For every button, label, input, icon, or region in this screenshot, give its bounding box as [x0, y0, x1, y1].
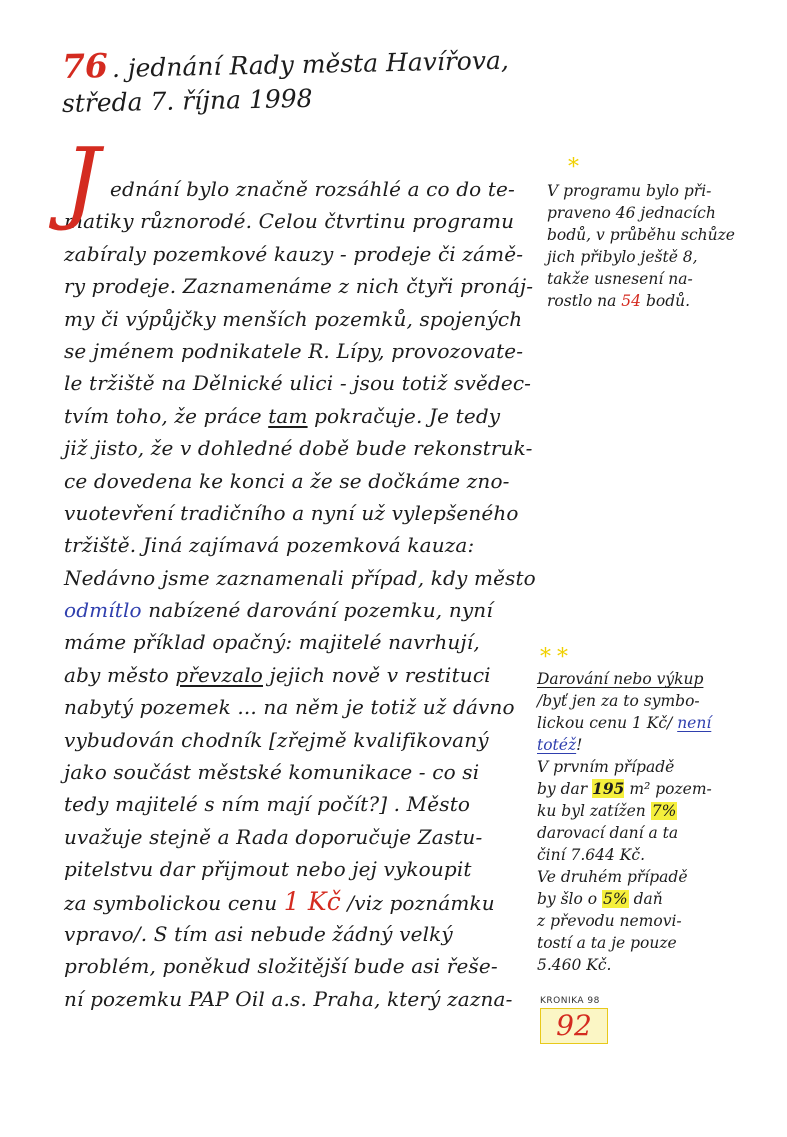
asterisk-marker: * [568, 155, 579, 180]
text-line [64, 400, 542, 432]
note-line: darovací daní a ta [537, 824, 679, 842]
note-line [537, 888, 712, 910]
text-line [64, 594, 542, 626]
text-line: ce dovedena ke konci a že se dočkáme zno- [64, 468, 510, 493]
text-line: pitelstvu dar přijmout nebo jej vykoupit [64, 857, 472, 882]
text-line: vuotevření tradičního a nyní už vylepšeného [64, 500, 519, 525]
page-header [61, 45, 510, 121]
text-line: nabytý pozemek ... na něm je totiž už dávno [64, 695, 515, 720]
text-segment: daň [628, 890, 663, 908]
text-line: vybudován chodník [zřejmě kvalifikovaný [64, 727, 489, 752]
header-line-2: středa 7. října 1998 [61, 83, 313, 118]
highlighted-value: 195 [592, 779, 625, 798]
text-segment: rostlo na [547, 292, 622, 310]
note-line [537, 712, 712, 734]
note-line: 5.460 Kč. [537, 956, 612, 974]
text-segment: aby město [64, 662, 176, 687]
page-stamp [540, 996, 608, 1044]
red-price: 1 Kč [283, 886, 341, 916]
text-line: ry prodeje. Zaznamenáme z nich čtyři pronáj- [64, 274, 534, 299]
text-line [64, 886, 542, 918]
underlined-word: tam [268, 403, 308, 428]
side-note-donation [537, 668, 712, 976]
text-segment: jejich nově v restituci [263, 662, 491, 687]
text-line: vpravo/. S tím asi nebude žádný velký [64, 921, 453, 946]
note-line: z převodu nemovi- [537, 912, 682, 930]
note-line [547, 290, 735, 312]
note-line: jich přibylo ještě 8, [547, 248, 698, 266]
note-line: bodů, v průběhu schůze [547, 226, 735, 244]
text-line: tedy majitelé s ním mají počít?] . Město [64, 792, 471, 817]
text-line: tržiště. Jiná zajímavá pozemková kauza: [64, 533, 475, 558]
blue-word: není [677, 714, 712, 732]
page-number: 92 [540, 1008, 608, 1044]
text-segment: lickou cenu 1 Kč/ [537, 714, 678, 732]
text-line [64, 659, 542, 691]
meeting-number: 76 [61, 46, 109, 86]
text-segment: za symbolickou cenu [64, 890, 284, 915]
text-line: uvažuje stejně a Rada doporučuje Zastu- [64, 824, 483, 849]
note-line: /byť jen za to symbo- [537, 692, 700, 710]
note-line [537, 734, 712, 756]
text-line: již jisto, že v dohledné době bude rekonstruk- [64, 436, 533, 461]
blue-word: odmítlo [64, 598, 142, 623]
text-line: ednání bylo značně rozsáhlé a co do te- [110, 177, 515, 201]
note-line: praveno 46 jednacích [547, 204, 716, 222]
text-segment: by šlo o [537, 890, 603, 908]
highlighted-value: 5% [603, 890, 628, 908]
blue-word: totéž [537, 736, 577, 754]
underlined-word: převzalo [175, 662, 263, 687]
text-segment: /viz poznámku [340, 890, 495, 915]
text-line: problém, poněkud složitější bude asi řeše- [64, 954, 498, 979]
text-line: zabíraly pozemkové kauzy - prodeje či zámě- [64, 241, 524, 266]
text-line: máme příklad opačný: majitelé navrhují, [64, 630, 480, 655]
note-line: V prvním případě [537, 758, 675, 776]
double-asterisk-marker: ** [540, 645, 574, 670]
text-line: Nedávno jsme zaznamenali případ, kdy město [64, 565, 536, 590]
stamp-label: KRONIKA 98 [540, 996, 600, 1006]
text-segment: m² pozem- [624, 780, 712, 798]
note-line [537, 800, 712, 822]
note-line: tostí a ta je pouze [537, 934, 677, 952]
text-line: ní pozemku PAP Oil a.s. Praha, který zazna- [64, 986, 513, 1011]
text-line: le tržiště na Dělnické ulici - jsou totiž svědec- [64, 371, 532, 396]
text-line: my či výpůjčky menších pozemků, spojených [64, 306, 523, 331]
text-line: se jménem podnikatele R. Lípy, provozovate- [64, 338, 524, 363]
underlined-text: Darování nebo výkup [537, 670, 704, 688]
text-segment: pokračuje. Je tedy [307, 403, 501, 428]
note-line: V programu bylo při- [547, 182, 712, 200]
note-line [537, 668, 712, 690]
main-text [64, 129, 542, 1015]
text-line: matiky různorodé. Celou čtvrtinu programu [64, 209, 515, 234]
text-segment: ku byl zatížen [537, 802, 651, 820]
text-segment: by dar [537, 780, 593, 798]
side-note-program [547, 180, 735, 312]
text-segment: tvím toho, že práce [64, 403, 269, 428]
text-segment: bodů. [641, 292, 691, 310]
text-segment: nabízené darování pozemku, nyní [141, 598, 493, 623]
red-number: 54 [621, 292, 642, 310]
drop-cap: J [64, 129, 101, 234]
text-line: jako součást městské komunikace - co si [64, 760, 480, 785]
note-line: činí 7.644 Kč. [537, 846, 645, 864]
note-line: Ve druhém případě [537, 868, 688, 886]
note-line: takže usnesení na- [547, 270, 693, 288]
highlighted-value: 7% [651, 802, 677, 820]
header-text-1: . jednání Rady města Havířova, [111, 45, 510, 83]
text-segment: ! [576, 736, 583, 754]
note-line [537, 778, 712, 800]
